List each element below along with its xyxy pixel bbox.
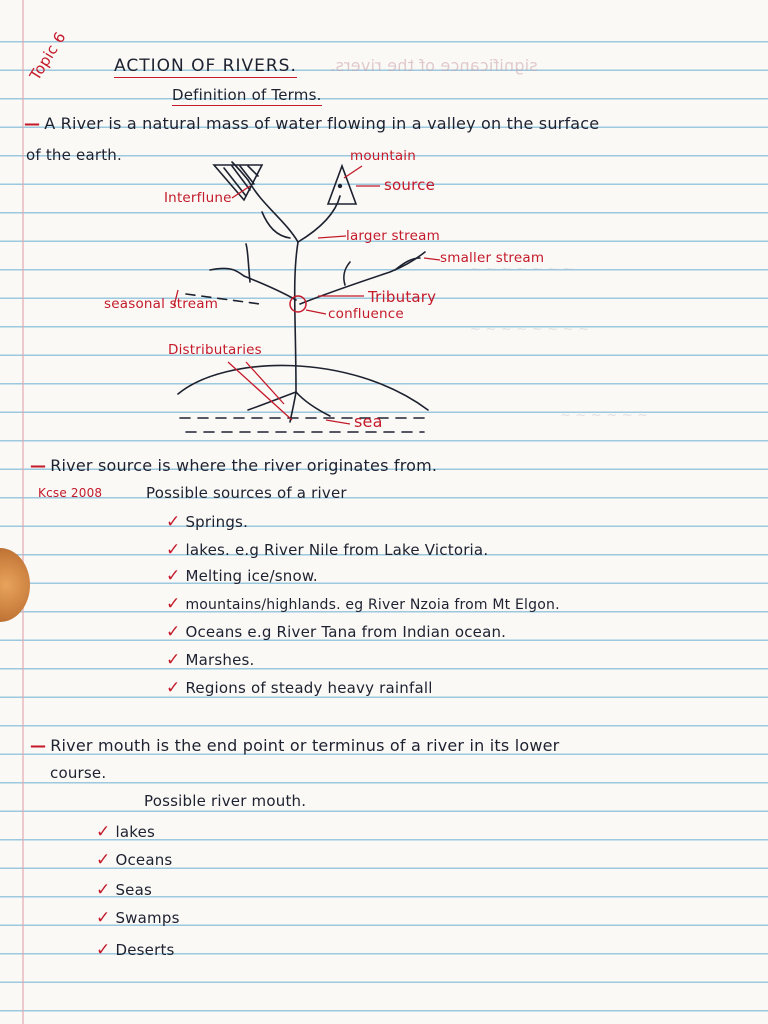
bleed-through-text: ~ ~ ~ ~ ~ ~: [560, 408, 649, 423]
check-icon: ✓: [166, 678, 181, 698]
list-item: [166, 512, 248, 532]
list-item: [166, 540, 488, 560]
list-item-text: Melting ice/snow.: [185, 567, 318, 585]
label-tributary: Tributary: [368, 288, 437, 306]
label-mountain: mountain: [350, 148, 416, 164]
river-definition-text-1: A River is a natural mass of water flowing in a valley on the surface: [44, 114, 600, 133]
main-river-line: [295, 242, 298, 392]
list-item-text: Seas: [115, 881, 153, 899]
list-item-text: Oceans: [115, 851, 173, 869]
list-item-text: Marshes.: [185, 651, 255, 669]
check-icon: ✓: [96, 850, 111, 870]
page-title-text: ACTION OF RIVERS.: [114, 56, 297, 76]
list-item-text: Oceans e.g River Tana from Indian ocean.: [185, 623, 507, 641]
list-item-text: Deserts: [115, 941, 175, 959]
list-item-text: mountains/highlands. eg River Nzoia from Mt Elgon.: [185, 597, 560, 613]
river-source-definition: [30, 456, 437, 475]
list-item: [96, 940, 175, 960]
check-icon: ✓: [166, 540, 181, 560]
source-dot: [338, 184, 342, 188]
bleed-through-text: ~ ~ ~ ~ ~ ~ ~: [470, 262, 574, 277]
mountain-triangle: [328, 166, 356, 204]
check-icon: ✓: [166, 622, 181, 642]
check-icon: ✓: [166, 566, 181, 586]
list-item-text: Swamps: [115, 909, 180, 927]
river-mouth-heading: Possible river mouth.: [144, 792, 307, 810]
check-icon: ✓: [96, 908, 111, 928]
list-item-text: lakes. e.g River Nile from Lake Victoria.: [185, 541, 489, 559]
topic-label: Topic 6: [26, 28, 70, 84]
label-distributaries: Distributaries: [168, 342, 262, 358]
list-item-text: Springs.: [185, 513, 249, 531]
bullet-dash: —: [30, 456, 47, 475]
label-seasonal-stream: seasonal stream: [104, 296, 219, 312]
confluence-circle: [290, 296, 306, 312]
list-item: [96, 908, 180, 928]
check-icon: ✓: [96, 940, 111, 960]
label-confluence: confluence: [328, 306, 404, 322]
list-item: [166, 566, 318, 586]
coastline-curve: [178, 365, 428, 410]
upper-right-branch: [298, 196, 340, 242]
list-item: [96, 850, 172, 870]
check-icon: ✓: [96, 822, 111, 842]
bleed-through-text: ~ ~ ~ ~ ~ ~ ~ ~: [470, 322, 590, 337]
exam-reference: Kcse 2008: [38, 486, 103, 500]
river-source-definition-text: River source is where the river originates from.: [50, 456, 438, 475]
river-mouth-definition-line-1: [30, 736, 559, 755]
label-interfluve: Interflune: [164, 190, 232, 206]
section-subtitle-text: Definition of Terms.: [172, 86, 322, 104]
check-icon: ✓: [166, 512, 181, 532]
check-icon: ✓: [166, 650, 181, 670]
list-item: [96, 822, 155, 842]
bullet-dash: —: [24, 114, 41, 133]
river-source-heading: Possible sources of a river: [146, 484, 347, 502]
list-item: [166, 594, 560, 614]
label-sea: sea: [354, 412, 383, 431]
river-mouth-definition-line-2: course.: [50, 764, 107, 782]
bullet-dash: —: [30, 736, 47, 755]
list-item: [166, 650, 255, 670]
check-icon: ✓: [96, 880, 111, 900]
list-item: [96, 880, 152, 900]
list-item: [166, 622, 506, 642]
upper-left-branch: [248, 180, 298, 242]
river-definition-line-2: of the earth.: [26, 146, 122, 164]
check-icon: ✓: [166, 594, 181, 614]
river-mouth-definition-text-1: River mouth is the end point or terminus of a river in its lower: [50, 736, 560, 755]
label-larger-stream: larger stream: [346, 228, 440, 244]
label-smaller-stream: smaller stream: [440, 250, 545, 266]
list-item: [166, 678, 433, 698]
label-source: source: [384, 176, 436, 194]
list-item-text: Regions of steady heavy rainfall: [185, 679, 433, 697]
list-item-text: lakes: [115, 823, 156, 841]
bleed-through-heading: significance of the rivers.: [330, 56, 538, 75]
